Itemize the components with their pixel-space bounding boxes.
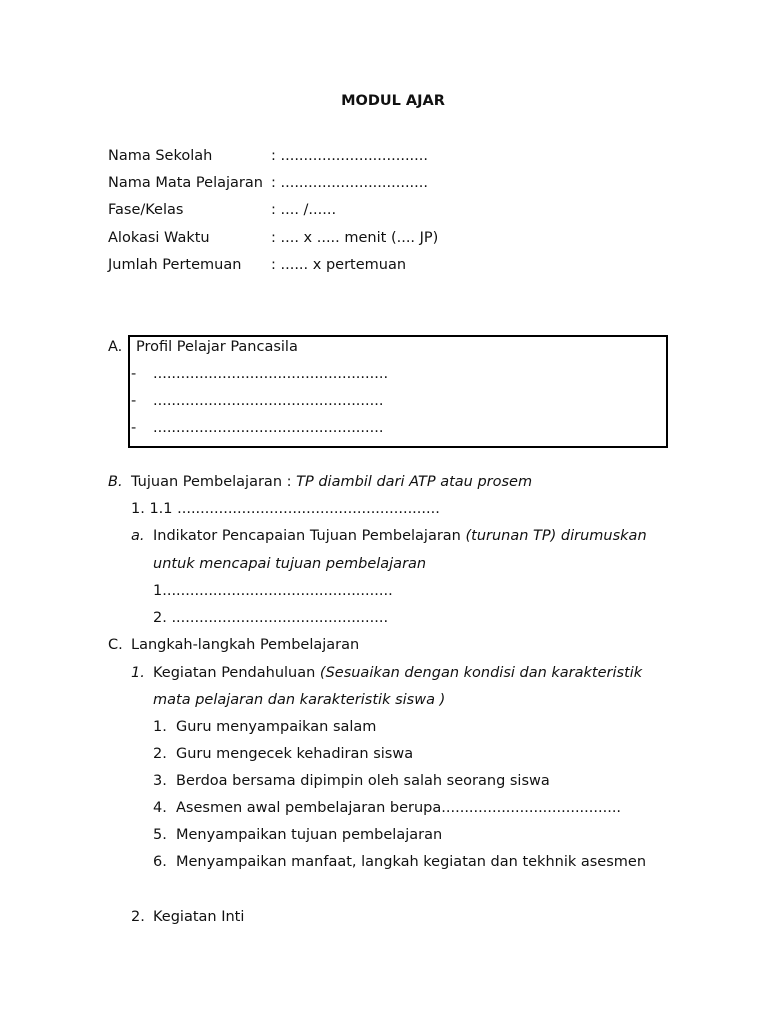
step-text: Guru mengecek kehadiran siswa	[176, 746, 414, 762]
step-number: 4.	[153, 800, 167, 816]
identity-label-school: Nama Sekolah	[108, 148, 213, 164]
indicator-item: 1..................................................	[153, 583, 393, 599]
section-c-marker: C.	[108, 637, 123, 653]
section-b-marker: B.	[108, 474, 123, 490]
part2-marker: 2.	[131, 909, 145, 925]
section-b-item-1: 1. 1.1 .........................................................	[131, 501, 440, 517]
section-b-sub-a-line1	[153, 527, 647, 545]
part1-line2: mata pelajaran dan karakteristik siswa )	[153, 692, 446, 708]
document-title: MODUL AJAR	[341, 93, 445, 109]
identity-value-subject: : ................................	[271, 175, 428, 191]
identity-value-school: : ................................	[271, 148, 428, 164]
step-number: 1.	[153, 719, 167, 735]
step-text: Guru menyampaikan salam	[176, 719, 377, 735]
part1-note: (Sesuaikan dengan kondisi dan karakteristik	[319, 665, 643, 681]
section-a-bullet: -	[131, 420, 137, 436]
section-a-heading: Profil Pelajar Pancasila	[136, 339, 298, 355]
step-text: Menyampaikan tujuan pembelajaran	[176, 827, 443, 843]
identity-label-subject: Nama Mata Pelajaran	[108, 175, 263, 191]
identity-label-phase: Fase/Kelas	[108, 202, 184, 218]
section-a-item: ...................................................	[153, 366, 389, 382]
section-a-item: ..................................................	[153, 393, 384, 409]
section-b-heading-note: TP diambil dari ATP atau prosem	[296, 474, 533, 490]
step-number: 2.	[153, 746, 167, 762]
step-number: 6.	[153, 854, 167, 870]
section-b-sub-a-line2: untuk mencapai tujuan pembelajaran	[153, 556, 427, 572]
part1-marker: 1.	[131, 665, 145, 681]
section-a-item: ..................................................	[153, 420, 384, 436]
identity-label-meetings: Jumlah Pertemuan	[108, 257, 242, 273]
step-text: Menyampaikan manfaat, langkah kegiatan dan tekhnik asesmen	[176, 854, 647, 870]
section-c-heading: Langkah-langkah Pembelajaran	[131, 637, 360, 653]
section-a-marker: A.	[108, 339, 123, 355]
section-b-heading-text: Tujuan Pembelajaran :	[131, 474, 297, 490]
part1-line1	[153, 664, 642, 682]
step-number: 5.	[153, 827, 167, 843]
part1-text: Kegiatan Pendahuluan	[153, 665, 320, 681]
sub-a-text: Indikator Pencapaian Tujuan Pembelajaran	[153, 528, 466, 544]
indicator-item: 2. ...............................................	[153, 610, 389, 626]
sub-a-note: (turunan TP) dirumuskan	[465, 528, 647, 544]
step-text: Berdoa bersama dipimpin oleh salah seorang siswa	[176, 773, 550, 789]
identity-label-time: Alokasi Waktu	[108, 230, 210, 246]
section-a-bullet: -	[131, 393, 137, 409]
identity-value-time: : .... x ..... menit (.... JP)	[271, 230, 439, 246]
part2-heading: Kegiatan Inti	[153, 909, 245, 925]
section-b-heading	[131, 473, 532, 491]
section-a-bullet: -	[131, 366, 137, 382]
step-number: 3.	[153, 773, 167, 789]
identity-value-phase: : .... /......	[271, 202, 337, 218]
step-text: Asesmen awal pembelajaran berupa.......................................	[176, 800, 622, 816]
section-b-sub-a-marker: a.	[131, 528, 145, 544]
identity-value-meetings: : ...... x pertemuan	[271, 257, 407, 273]
